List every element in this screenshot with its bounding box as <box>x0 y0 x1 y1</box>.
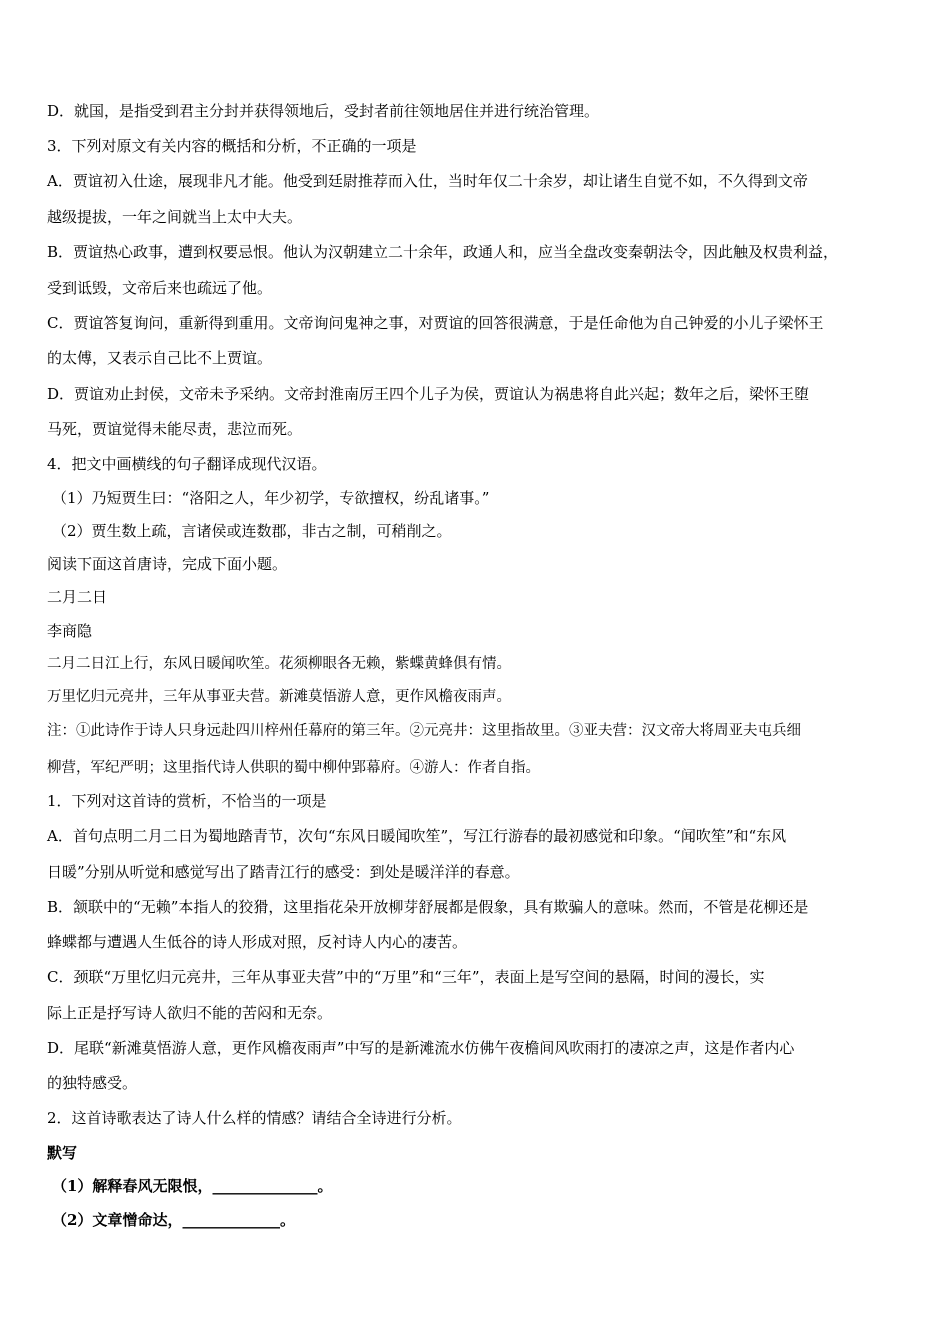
pq1-option-c-line2: 际上正是抒写诗人欲归不能的苦闷和无奈。 <box>47 1004 333 1022</box>
q4-stem: 4．把文中画横线的句子翻译成现代汉语。 <box>47 455 327 473</box>
pq1-option-b-line2: 蜂蝶都与遭遇人生低谷的诗人形成对照，反衬诗人内心的凄苦。 <box>47 933 468 951</box>
pq1-option-b-line1: B．颔联中的“无赖”本指人的狡猾，这里指花朵开放柳芽舒展都是假象，具有欺骗人的意味。然而，不管是花柳还是 <box>47 898 809 916</box>
q3-stem: 3．下列对原文有关内容的概括和分析，不正确的一项是 <box>47 137 417 155</box>
dictation-item-2: （2）文章憎命达，_____________。 <box>52 1211 295 1229</box>
poem-author: 李商隐 <box>47 622 93 640</box>
q4-sentence-1: （1）乃短贾生曰：“洛阳之人，年少初学，专欲擅权，纷乱诸事。” <box>52 489 490 507</box>
poem-intro: 阅读下面这首唐诗，完成下面小题。 <box>47 555 288 573</box>
pq1-option-a-line2: 日暖”分别从听觉和感觉写出了踏青江行的感受：到处是暖洋洋的春意。 <box>47 863 520 881</box>
poem-title: 二月二日 <box>47 588 108 606</box>
q4-sentence-2: （2）贾生数上疏，言诸侯或连数郡，非古之制，可稍削之。 <box>52 522 452 540</box>
dictation-item-1: （1）解释春风无限恨，______________。 <box>52 1177 333 1195</box>
q3-option-a-line2: 越级提拔，一年之间就当上太中大夫。 <box>47 208 303 226</box>
q2-option-d: D．就国，是指受到君主分封并获得领地后，受封者前往领地居住并进行统治管理。 <box>47 102 600 120</box>
q3-option-b-line2: 受到诋毁，文帝后来也疏远了他。 <box>47 279 273 297</box>
poem-line-1: 二月二日江上行，东风日暖闻吹笙。花须柳眼各无赖，紫蝶黄蜂俱有情。 <box>47 656 511 672</box>
pq1-option-d-line1: D．尾联“新滩莫悟游人意，更作风檐夜雨声”中写的是新滩流水仿佛午夜檐间风吹雨打的凄凉之声，这是作者内心 <box>47 1039 795 1057</box>
q3-option-d-line2: 马死，贾谊觉得未能尽责，悲泣而死。 <box>47 420 303 438</box>
pq1-option-a-line1: A．首句点明二月二日为蜀地踏青节，次句“东风日暖闻吹笙”，写江行游春的最初感觉和印象。“闻吹笙”和“东风 <box>47 827 787 845</box>
pq1-stem: 1．下列对这首诗的赏析，不恰当的一项是 <box>47 792 327 810</box>
pq1-option-d-line2: 的独特感受。 <box>47 1074 138 1092</box>
q3-option-c-line1: C．贾谊答复询问，重新得到重用。文帝询问鬼神之事，对贾谊的回答很满意，于是任命他为自己钟爱的小儿子梁怀王 <box>47 314 824 332</box>
poem-line-2: 万里忆归元亮井，三年从事亚夫营。新滩莫悟游人意，更作风檐夜雨声。 <box>47 689 511 705</box>
q3-option-d-line1: D．贾谊劝止封侯，文帝未予采纳。文帝封淮南厉王四个儿子为侯，贾谊认为祸患将自此兴起；数年之后，梁怀王堕 <box>47 385 810 403</box>
dictation-heading: 默写 <box>47 1144 78 1162</box>
pq2-stem: 2．这首诗歌表达了诗人什么样的情感？请结合全诗进行分析。 <box>47 1109 462 1127</box>
poem-note-line2: 柳营，军纪严明；这里指代诗人供职的蜀中柳仲郢幕府。④游人：作者自指。 <box>47 760 540 776</box>
q3-option-a-line1: A．贾谊初入仕途，展现非凡才能。他受到廷尉推荐而入仕，当时年仅二十余岁，却让诸生自觉不如，不久得到文帝 <box>47 172 808 190</box>
pq1-option-c-line1: C．颈联“万里忆归元亮井，三年从事亚夫营”中的“万里”和“三年”，表面上是写空间的悬隔，时间的漫长，实 <box>47 968 765 986</box>
q3-option-b-line1: B．贾谊热心政事，遭到权要忌恨。他认为汉朝建立二十余年，政通人和，应当全盘改变秦朝法令，因此触及权贵利益， <box>47 243 839 261</box>
q3-option-c-line2: 的太傅，又表示自己比不上贾谊。 <box>47 349 273 367</box>
poem-note-line1: 注：①此诗作于诗人只身远赴四川梓州任幕府的第三年。②元亮井：这里指故里。③亚夫营：汉文帝大将周亚夫屯兵细 <box>47 723 801 739</box>
